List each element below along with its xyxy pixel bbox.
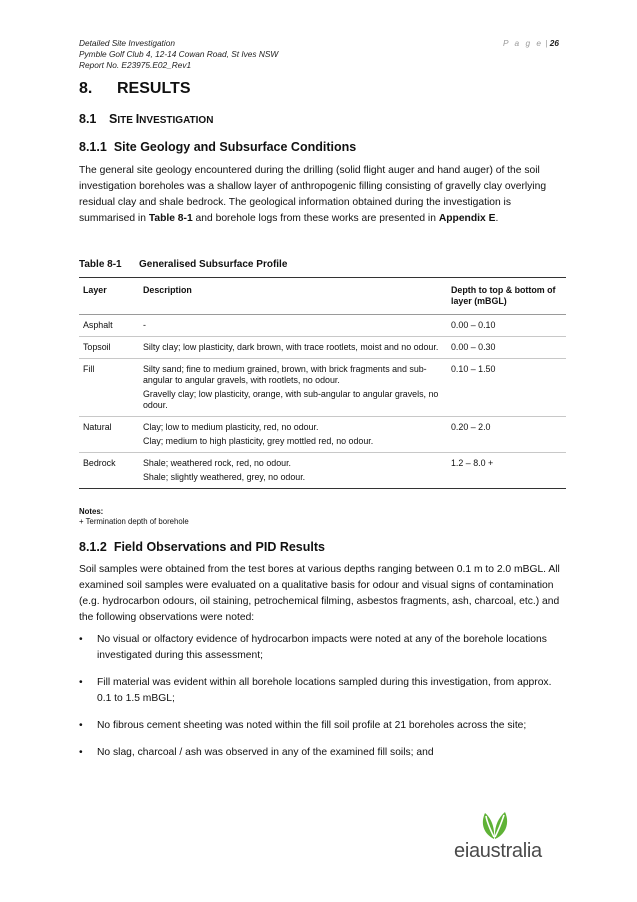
bullet-glyph: • (79, 677, 83, 688)
column-header-depth: Depth to top & bottom of layer (mBGL) (447, 278, 566, 315)
description-line: Clay; medium to high plasticity, grey mottled red, no odour. (143, 436, 374, 446)
cell-depth: 0.00 – 0.10 (447, 315, 566, 337)
cell-description (139, 315, 447, 337)
notes-line: + Termination depth of borehole (79, 517, 189, 526)
description-line: Silty clay; low plasticity, dark brown, with trace rootlets, moist and no odour. (143, 342, 439, 352)
table-caption (79, 259, 287, 270)
observations-paragraph: Soil samples were obtained from the test bores at various depths ranging between 0.1 m to 2.0 mBGL. All examined soil samples were evaluated on a qualitative basis for odour and visual signs of contamination (e.g. hydrocarbon odours, oil staining, petrochemical filming, asbestos fragments, ash, charcoal, etc.) and the following observations were noted: (79, 564, 560, 623)
page-number-block (503, 38, 559, 49)
cell-description (139, 359, 447, 417)
cell-layer: Bedrock (79, 453, 139, 489)
heading-8-1-2-title: Field Observations and PID Results (113, 540, 325, 554)
subsection-title-rest2: NVESTIGATION (139, 115, 214, 126)
column-header-layer: Layer (79, 278, 139, 315)
description-line: Shale; weathered rock, red, no odour. (143, 458, 292, 468)
geology-para-text2: and borehole logs from these works are presented in (192, 213, 439, 224)
list-item (79, 675, 564, 707)
page-word: P a g e (503, 38, 543, 48)
list-item (79, 745, 564, 761)
geology-paragraph (79, 163, 564, 227)
cell-layer: Topsoil (79, 337, 139, 359)
table-row (79, 453, 566, 489)
subsection-title-cap1: S (109, 112, 118, 126)
description-line: Shale; slightly weathered, grey, no odour. (143, 472, 306, 482)
list-item-text: No slag, charcoal / ash was observed in any of the examined fill soils; and (97, 747, 434, 758)
bullet-glyph: • (79, 747, 83, 758)
cell-description (139, 337, 447, 359)
table-row (79, 359, 566, 417)
header-report-number: Report No. E23975.E02_Rev1 (79, 60, 192, 70)
cell-depth: 0.20 – 2.0 (447, 417, 566, 453)
table-caption-number: Table 8-1 (79, 259, 122, 270)
observations-list (79, 632, 564, 761)
company-logo (454, 810, 564, 862)
cell-depth: 0.10 – 1.50 (447, 359, 566, 417)
page-number: 26 (549, 38, 559, 48)
list-item (79, 632, 564, 664)
list-item (79, 718, 564, 734)
list-item-text: Fill material was evident within all borehole locations sampled during this investigation, from approx. 0.1 to 1.5 mBGL; (97, 677, 552, 704)
description-line: Clay; low to medium plasticity, red, no odour. (143, 422, 319, 432)
bullet-glyph: • (79, 634, 83, 645)
table-row (79, 337, 566, 359)
notes-heading: Notes: (79, 507, 104, 516)
column-header-description: Description (139, 278, 447, 315)
section-number: 8. (79, 80, 93, 97)
subsection-heading (79, 112, 213, 126)
logo-wordmark: eiaustralia (454, 840, 542, 862)
table-header-row (79, 278, 566, 315)
geology-para-text1: The general site geology encountered during the drilling (solid flight auger and hand auger) of the soil investigation boreholes was a shallow layer of anthropogenic filling consisting of gravelly clay overlying residual clay and shale bedrock. The geological information obtained during the investigation is summarised in (79, 165, 547, 224)
table-caption-title: Generalised Subsurface Profile (139, 259, 288, 270)
section-title: RESULTS (117, 80, 191, 97)
cell-description (139, 417, 447, 453)
description-line: Gravelly clay; low plasticity, orange, with sub-angular to angular gravels, no odour. (143, 389, 439, 410)
page-separator: | (545, 38, 548, 48)
table-row (79, 315, 566, 337)
heading-8-1-2 (79, 540, 325, 554)
section-heading (79, 80, 190, 98)
heading-8-1-2-number: 8.1.2 (79, 540, 107, 554)
description-line: - (143, 320, 146, 330)
cell-description (139, 453, 447, 489)
list-item-text: No fibrous cement sheeting was noted within the fill soil profile at 21 boreholes across the site; (97, 720, 527, 731)
geology-para-end: . (495, 213, 499, 224)
list-item-text: No visual or olfactory evidence of hydrocarbon impacts were noted at any of the borehole locations investigated during this assessment; (97, 634, 547, 661)
appendix-reference: Appendix E (438, 213, 496, 224)
leaf-icon (478, 810, 512, 840)
heading-8-1-1-title: Site Geology and Subsurface Conditions (113, 140, 357, 154)
subsection-number: 8.1 (79, 112, 97, 126)
heading-8-1-1 (79, 140, 356, 154)
description-line: Silty sand; fine to medium grained, brown, with brick fragments and sub-angular to angular gravels, with rootlets, no odour. (143, 364, 427, 385)
cell-depth: 1.2 – 8.0 + (447, 453, 566, 489)
subsection-title-rest1: ITE (117, 115, 136, 126)
table-row (79, 417, 566, 453)
heading-8-1-1-number: 8.1.1 (79, 140, 107, 154)
table-notes (79, 507, 189, 527)
cell-depth: 0.00 – 0.30 (447, 337, 566, 359)
header-address: Pymble Golf Club 4, 12-14 Cowan Road, St Ives NSW (79, 49, 279, 59)
bullet-glyph: • (79, 720, 83, 731)
page-header (79, 38, 559, 71)
table-reference: Table 8-1 (148, 213, 193, 224)
subsection-title-cap2: I (135, 112, 140, 126)
cell-layer: Natural (79, 417, 139, 453)
header-title: Detailed Site Investigation (79, 38, 175, 48)
cell-layer: Asphalt (79, 315, 139, 337)
cell-layer: Fill (79, 359, 139, 417)
subsurface-profile-table (79, 277, 566, 489)
